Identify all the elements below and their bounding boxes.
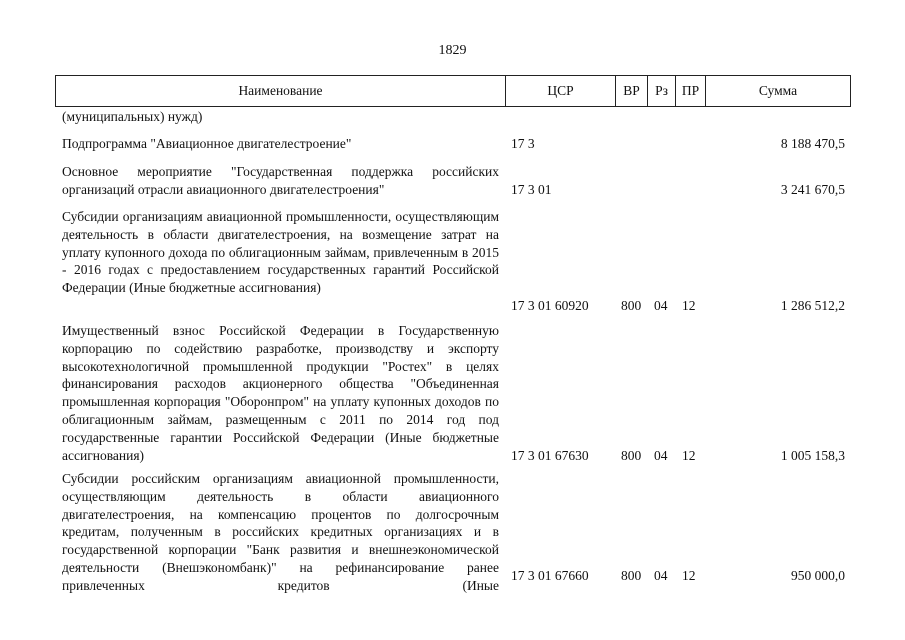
row-vr: 800 <box>621 298 642 313</box>
row-sum: 950 000,0 <box>791 568 845 583</box>
row-sum: 8 188 470,5 <box>780 136 845 151</box>
row-name: Подпрограмма "Авиационное двигателестроение" <box>62 136 352 151</box>
row-name: Субсидии российским организациям авиационной промышленности, осуществляющим деятельность в области авиационного двигателестроения, на компенсацию процентов по долгосрочным кредитам, полученным в российских кредитных организациях и в государственной корпорации "Банк развития и внешнеэкономической деятельности (Внешэкономбанк)" на рефинансирование ранее привлеченных кредитов (Иные <box>62 471 499 593</box>
row-vr: 800 <box>621 447 642 463</box>
row-name: Субсидии организациям авиационной промышленности, осуществляющим деятельность в области двигателестроения, на возмещение затрат на уплату купонного дохода по облигационным займам, привлеченным в 2015 - 2016 годах с предоставлением государственных гарантий Российской Федерации (Иные бюджетные ассигнования) <box>62 209 499 296</box>
row-sum: 1 286 512,2 <box>780 298 845 313</box>
row-csr: 17 3 <box>511 136 535 151</box>
row-name: (муниципальных) нужд) <box>62 109 203 124</box>
header-rz: Рз <box>648 76 676 107</box>
row-sum: 1 005 158,3 <box>780 447 845 463</box>
row-pr: 12 <box>682 568 696 583</box>
row-name: Имущественный взнос Российской Федерации в Государственную корпорацию по содействию разработке, производству и экспорту высокотехнологичной промышленной продукции "Ростех" в целях финансирования расходов акционерного общества "Объединенная промышленная корпорация "Оборонпром" на уплату купонных доходов по облигационным займам, размещенным с 2011 по 2014 год под государственные гарантии Российской Федерации (Иные бюджетные ассигнования) <box>62 323 499 463</box>
row-csr: 17 3 01 67630 <box>511 447 589 463</box>
row-rz: 04 <box>654 568 668 583</box>
row-rz: 04 <box>654 447 668 463</box>
header-csr: ЦСР <box>506 76 616 107</box>
header-sum: Сумма <box>706 76 851 107</box>
row-sum: 3 241 670,5 <box>780 181 845 197</box>
header-name: Наименование <box>56 76 506 107</box>
row-csr: 17 3 01 <box>511 181 552 197</box>
table-header <box>55 75 851 107</box>
page-number: 1829 <box>438 43 467 58</box>
row-name: Основное мероприятие "Государственная поддержка российских организаций отрасли авиационного двигателестроения" <box>62 164 499 197</box>
header-vr: ВР <box>616 76 648 107</box>
header-pr: ПР <box>676 76 706 107</box>
row-pr: 12 <box>682 447 696 463</box>
row-vr: 800 <box>621 568 642 583</box>
row-rz: 04 <box>654 298 668 313</box>
row-csr: 17 3 01 60920 <box>511 298 589 313</box>
row-pr: 12 <box>682 298 696 313</box>
row-csr: 17 3 01 67660 <box>511 568 589 583</box>
